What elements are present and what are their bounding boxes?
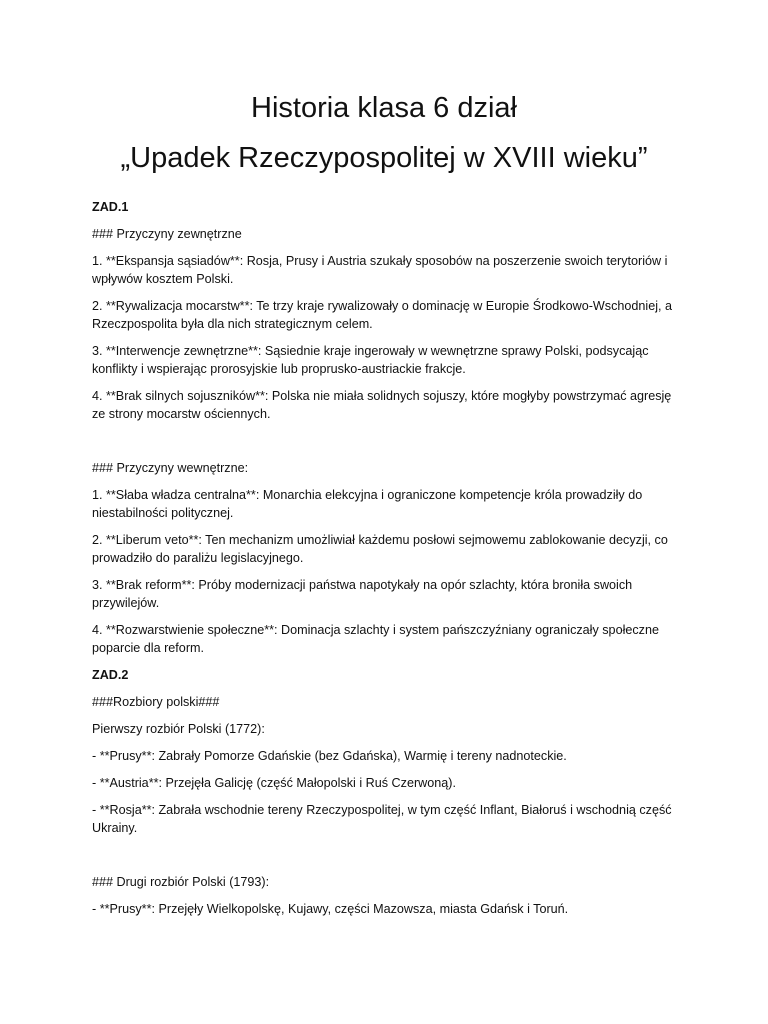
second-partition-item: - **Prusy**: Przejęły Wielkopolskę, Kujawy, części Mazowsza, miasta Gdańsk i Toruń. bbox=[92, 902, 569, 916]
first-partition-heading: Pierwszy rozbiór Polski (1772): bbox=[92, 722, 265, 736]
second-partition-heading: ### Drugi rozbiór Polski (1793): bbox=[92, 875, 270, 889]
document-title-line1: Historia klasa 6 dział bbox=[251, 92, 517, 124]
blank-line bbox=[92, 846, 676, 873]
external-cause-item: 3. **Interwencje zewnętrzne**: Sąsiednie kraje ingerowały w wewnętrzne sprawy Polski, podsycając konflikty i wspierając prorosyjskie lub proprusko-austriackie frakcje. bbox=[92, 344, 649, 376]
external-causes-heading: ### Przyczyny zewnętrzne bbox=[92, 227, 242, 241]
first-partition-item: - **Austria**: Przejęła Galicję (część Małopolski i Ruś Czerwoną). bbox=[92, 776, 456, 790]
internal-cause-item: 2. **Liberum veto**: Ten mechanizm umożliwiał każdemu posłowi sejmowemu zablokowanie decyzji, co prowadziło do paraliżu legislacyjnego. bbox=[92, 533, 668, 565]
internal-cause-item: 4. **Rozwarstwienie społeczne**: Dominacja szlachty i system pańszczyźniany ograniczały społeczne poparcie dla reform. bbox=[92, 623, 659, 655]
internal-causes-heading: ### Przyczyny wewnętrzne: bbox=[92, 461, 249, 475]
zad1-heading: ZAD.1 bbox=[92, 200, 129, 214]
internal-cause-item: 1. **Słaba władza centralna**: Monarchia elekcyjna i ograniczone kompetencje króla prowadziły do niestabilności politycznej. bbox=[92, 488, 643, 520]
document-title-line2: „Upadek Rzeczypospolitej w XVIII wieku” bbox=[120, 142, 648, 174]
external-cause-item: 2. **Rywalizacja mocarstw**: Te trzy kraje rywalizowały o dominację w Europie Środkowo-Wschodniej, a Rzeczpospolita była dla nich strategicznym celem. bbox=[92, 299, 673, 331]
first-partition-item: - **Rosja**: Zabrała wschodnie tereny Rzeczypospolitej, w tym część Inflant, Białoruś i wschodnią część Ukrainy. bbox=[92, 803, 672, 835]
partitions-heading: ###Rozbiory polski### bbox=[92, 695, 220, 709]
zad2-heading: ZAD.2 bbox=[92, 668, 129, 682]
blank-line bbox=[92, 432, 676, 459]
first-partition-item: - **Prusy**: Zabrały Pomorze Gdańskie (bez Gdańska), Warmię i tereny nadnoteckie. bbox=[92, 749, 567, 763]
external-cause-item: 4. **Brak silnych sojuszników**: Polska nie miała solidnych sojuszy, które mogłyby powstrzymać agresję ze strony mocarstw ościennych. bbox=[92, 389, 672, 421]
external-cause-item: 1. **Ekspansja sąsiadów**: Rosja, Prusy i Austria szukały sposobów na poszerzenie swoich terytoriów i wpływów kosztem Polski. bbox=[92, 254, 668, 286]
internal-cause-item: 3. **Brak reform**: Próby modernizacji państwa napotykały na opór szlachty, która broniła swoich przywilejów. bbox=[92, 578, 633, 610]
